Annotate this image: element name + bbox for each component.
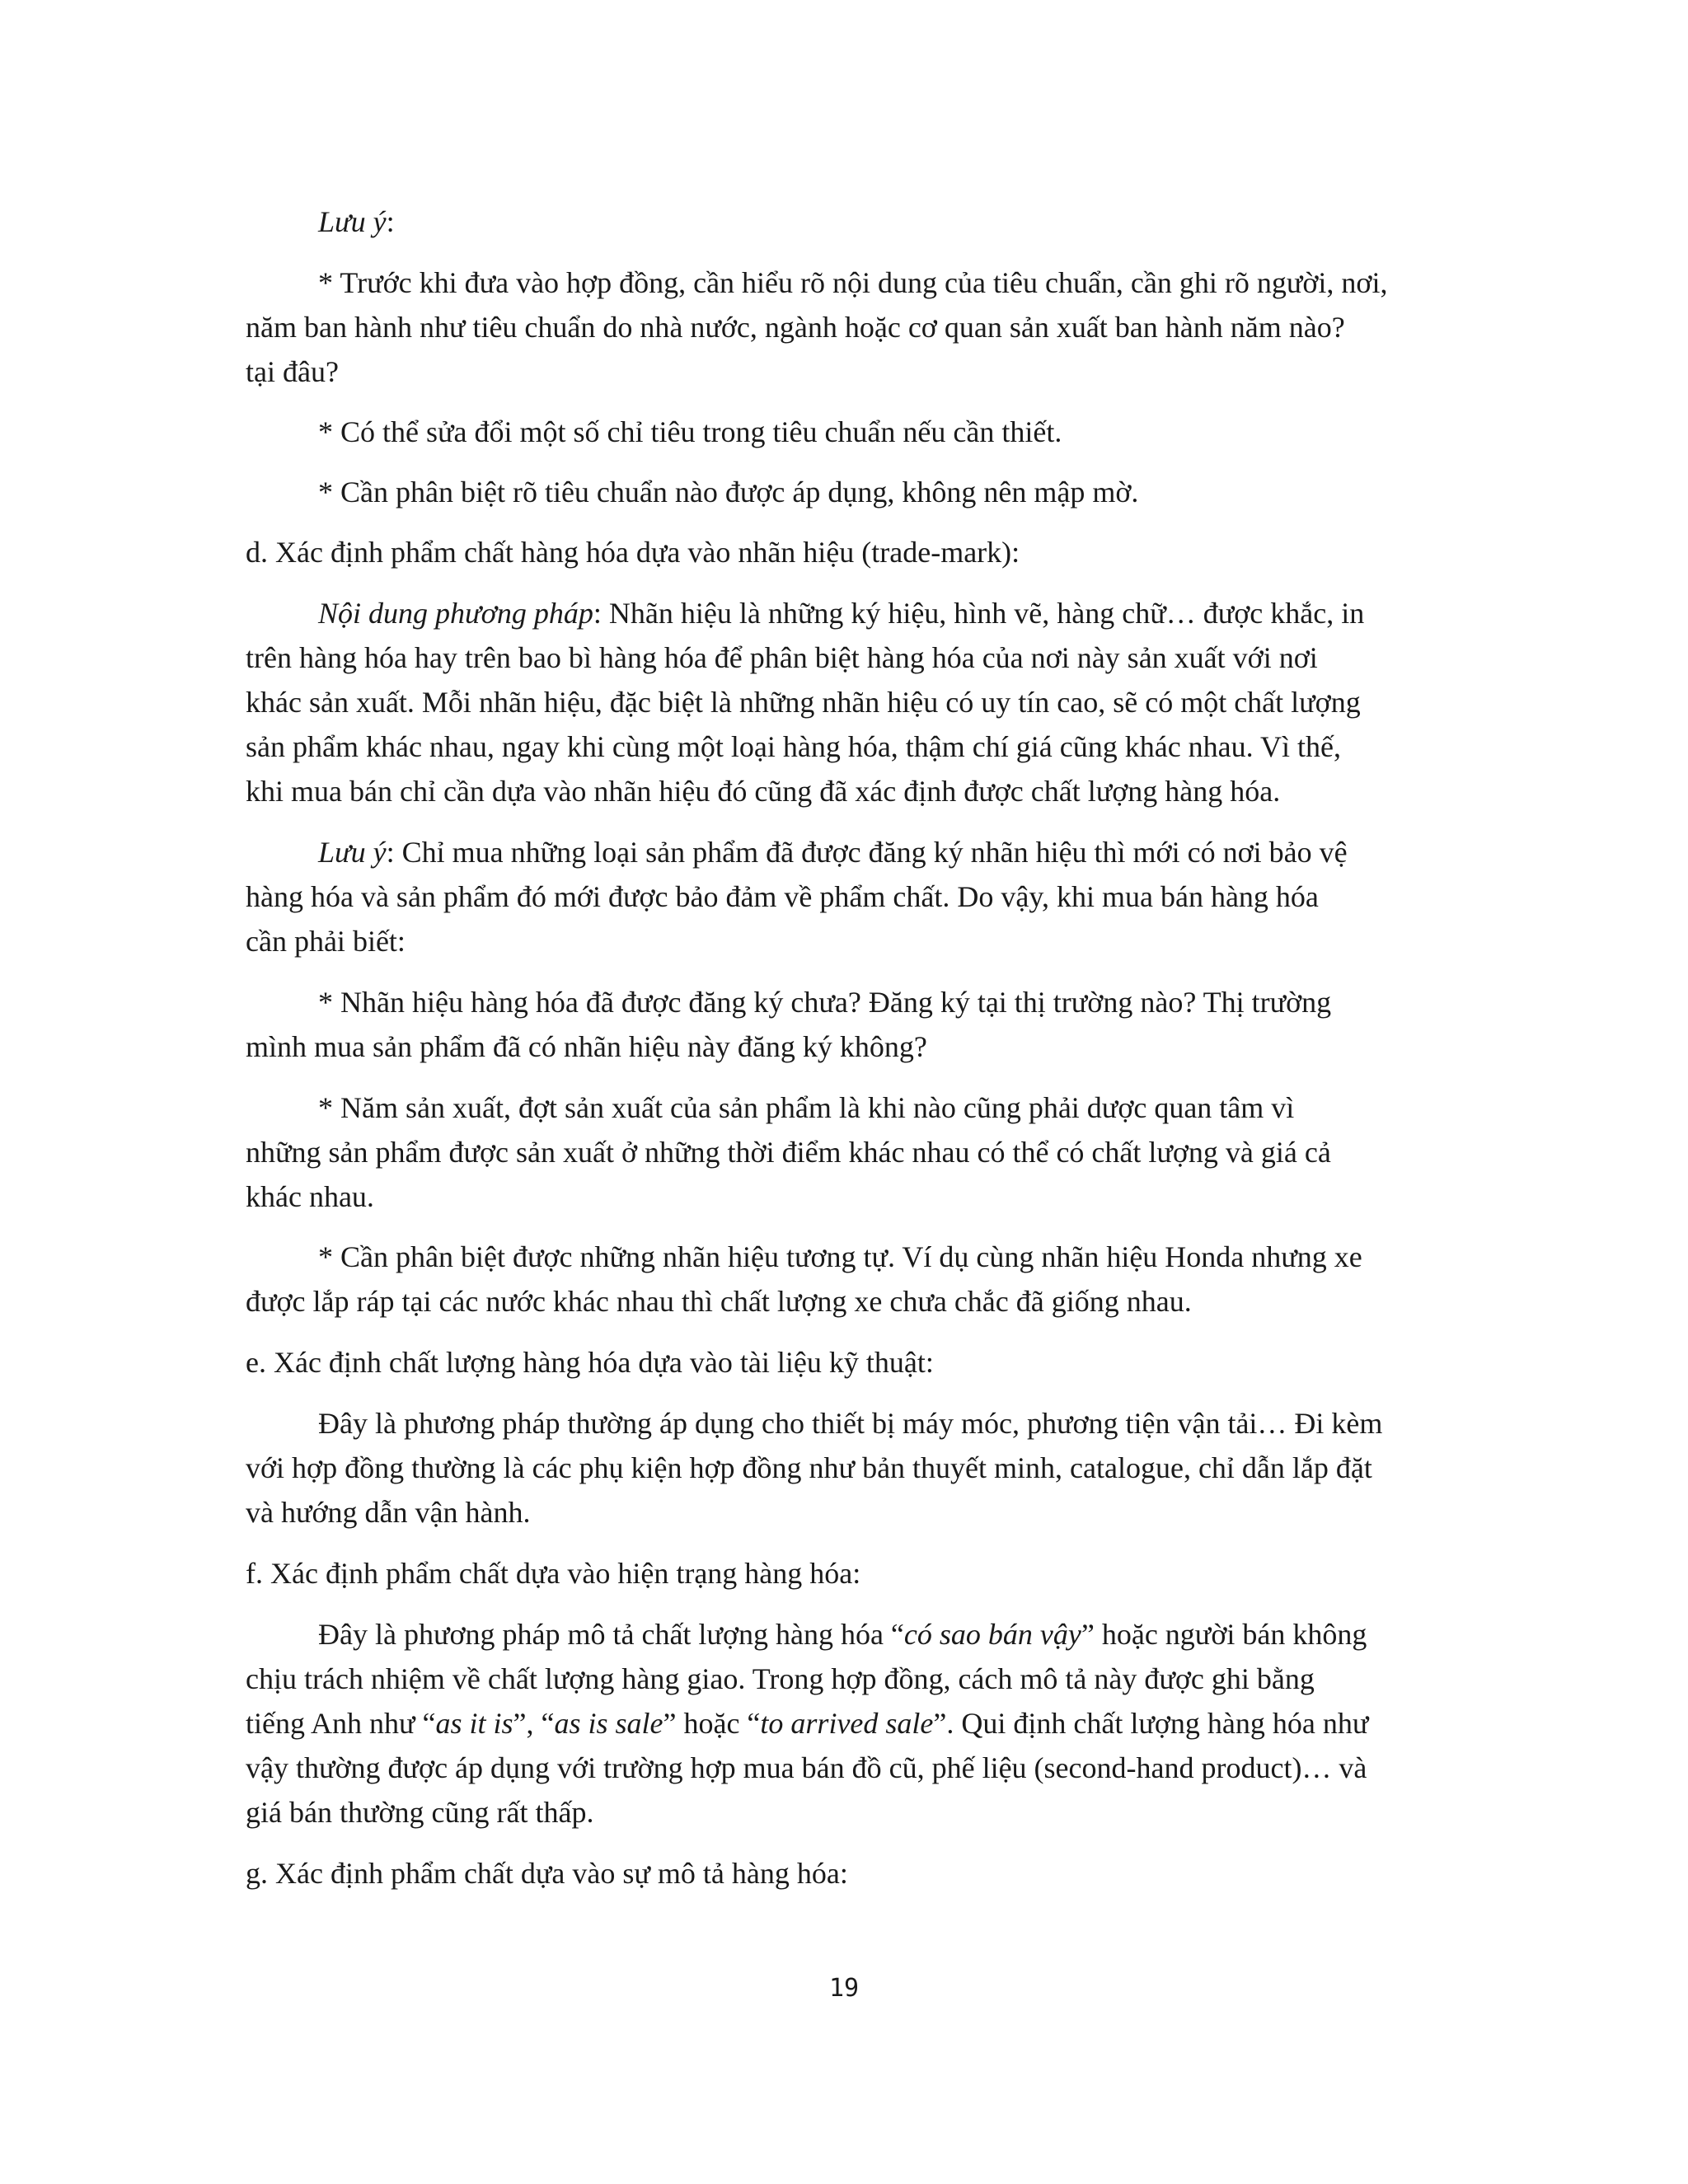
section-d-method-line-3: khác sản xuất. Mỗi nhãn hiệu, đặc biệt là những nhãn hiệu có uy tín cao, sẽ có một chất lượng (246, 686, 1361, 719)
note-label (318, 199, 395, 244)
f-line3-a: tiếng Anh như “ (246, 1707, 436, 1740)
section-d-bullet-3-line-2: được lắp ráp tại các nước khác nhau thì chất lượng xe chưa chắc đã giống nhau. (246, 1285, 1192, 1318)
section-e-line-3: và hướng dẫn vận hành. (246, 1496, 531, 1529)
section-g-heading: g. Xác định phẩm chất dựa vào sự mô tả hàng hóa: (246, 1857, 848, 1890)
note-bullet-3: * Cần phân biệt rõ tiêu chuẩn nào được áp dụng, không nên mập mờ. (318, 476, 1139, 509)
note-label-d: Lưu ý (318, 836, 387, 869)
section-d-note-line-1 (318, 830, 1348, 874)
method-label: Nội dung phương pháp (318, 597, 593, 630)
f-line1-italic: có sao bán vậy (903, 1618, 1081, 1651)
section-f-line-5: giá bán thường cũng rất thấp. (246, 1796, 594, 1829)
section-d-method-line-5: khi mua bán chỉ cần dựa vào nhãn hiệu đó cũng đã xác định được chất lượng hàng hóa. (246, 775, 1281, 808)
section-d-bullet-1-line-2: mình mua sản phẩm đã có nhãn hiệu này đăng ký không? (246, 1030, 927, 1063)
f-line1-b: ” hoặc người bán không (1081, 1618, 1367, 1651)
f-line3-italic-3: to arrived sale (760, 1707, 934, 1740)
section-f-line-1 (318, 1612, 1367, 1657)
note-bullet-1-line-1: * Trước khi đưa vào hợp đồng, cần hiểu rõ nội dung của tiêu chuẩn, cần ghi rõ người, nơi, (318, 266, 1388, 299)
f-line3-c: ” hoặc “ (663, 1707, 761, 1740)
section-d-method-line-1 (318, 591, 1364, 635)
section-e-heading: e. Xác định chất lượng hàng hóa dựa vào tài liệu kỹ thuật: (246, 1346, 934, 1379)
section-d-note-line-3: cần phải biết: (246, 925, 406, 958)
section-f-heading: f. Xác định phẩm chất dựa vào hiện trạng hàng hóa: (246, 1557, 861, 1590)
section-d-bullet-2-line-1: * Năm sản xuất, đợt sản xuất của sản phẩm là khi nào cũng phải dược quan tâm vì (318, 1091, 1295, 1124)
section-f-line-3 (246, 1701, 1368, 1746)
section-d-bullet-1-line-1: * Nhãn hiệu hàng hóa đã được đăng ký chưa? Đăng ký tại thị trường nào? Thị trường (318, 986, 1332, 1019)
section-d-bullet-2-line-2: những sản phẩm được sản xuất ở những thời điểm khác nhau có thể có chất lượng và giá cả (246, 1136, 1331, 1169)
method-text: : Nhãn hiệu là những ký hiệu, hình vẽ, hàng chữ… được khắc, in (593, 597, 1365, 630)
f-line1-a: Đây là phương pháp mô tả chất lượng hàng hóa “ (318, 1618, 904, 1651)
section-d-note-line-2: hàng hóa và sản phẩm đó mới được bảo đảm về phẩm chất. Do vậy, khi mua bán hàng hóa (246, 880, 1319, 913)
section-e-line-2: với hợp đồng thường là các phụ kiện hợp đồng như bản thuyết minh, catalogue, chỉ dẫn lắp đặt (246, 1451, 1372, 1484)
f-line3-italic-2: as is sale (554, 1707, 663, 1740)
section-d-method-line-2: trên hàng hóa hay trên bao bì hàng hóa để phân biệt hàng hóa của nơi này sản xuất với nơi (246, 641, 1318, 674)
section-f-line-4: vậy thường được áp dụng với trường hợp mua bán đồ cũ, phế liệu (second-hand product)… và (246, 1751, 1367, 1784)
note-bullet-1-line-3: tại đâu? (246, 355, 339, 388)
section-e-line-1: Đây là phương pháp thường áp dụng cho thiết bị máy móc, phương tiện vận tải… Đi kèm (318, 1407, 1383, 1440)
note-bullet-2: * Có thể sửa đổi một số chỉ tiêu trong tiêu chuẩn nếu cần thiết. (318, 415, 1062, 448)
f-line3-italic-1: as it is (435, 1707, 513, 1740)
section-f-line-2: chịu trách nhiệm về chất lượng hàng giao. Trong hợp đồng, cách mô tả này được ghi bằng (246, 1662, 1315, 1695)
note-bullet-1-line-2: năm ban hành như tiêu chuẩn do nhà nước, ngành hoặc cơ quan sản xuất ban hành năm nào? (246, 311, 1345, 344)
note-label-text: Lưu ý (318, 205, 387, 238)
note-text-d: : Chỉ mua những loại sản phẩm đã được đăng ký nhãn hiệu thì mới có nơi bảo vệ (386, 836, 1348, 869)
note-colon: : (386, 205, 395, 238)
section-d-bullet-2-line-3: khác nhau. (246, 1180, 374, 1213)
section-d-heading: d. Xác định phẩm chất hàng hóa dựa vào nhãn hiệu (trade-mark): (246, 536, 1020, 569)
section-d-bullet-3-line-1: * Cần phân biệt được những nhãn hiệu tương tự. Ví dụ cùng nhãn hiệu Honda nhưng xe (318, 1240, 1362, 1273)
page-number: 19 (828, 1974, 860, 2003)
f-line3-d: ”. Qui định chất lượng hàng hóa như (933, 1707, 1369, 1740)
section-d-method-line-4: sản phẩm khác nhau, ngay khi cùng một loại hàng hóa, thậm chí giá cũng khác nhau. Vì thế, (246, 730, 1341, 763)
f-line3-b: ”, “ (513, 1707, 555, 1740)
